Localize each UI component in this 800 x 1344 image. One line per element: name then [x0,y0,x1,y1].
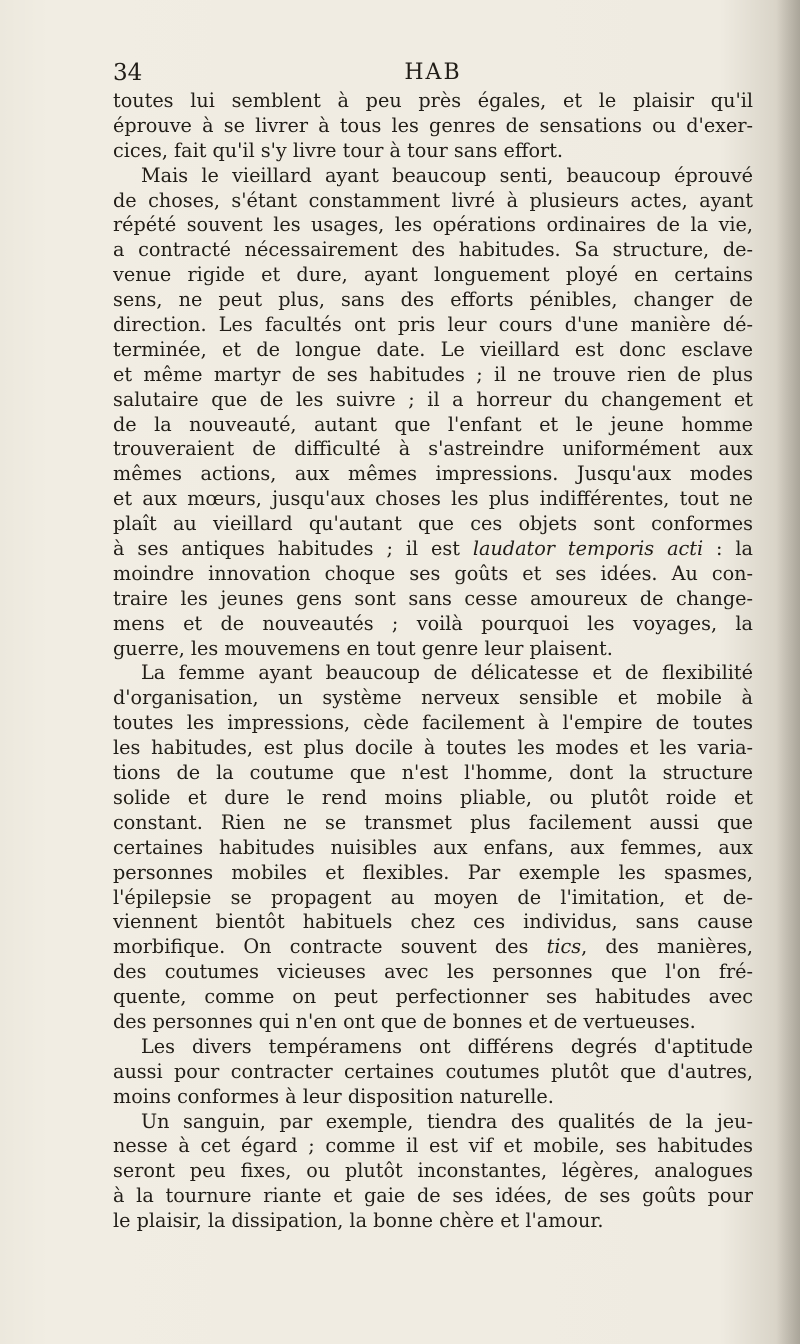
text-line: guerre, les mouvemens en tout genre leur plaisent. [113,636,613,660]
running-head: HAB [404,60,462,85]
text-line: terminée, et de longue date. Le vieillard est donc esclave [113,337,753,361]
text-line: tions de la coutume que n'est l'homme, dont la structure [113,761,753,785]
text-line: traire les jeunes gens sont sans cesse amoureux de change- [113,586,753,610]
text-line: Les divers tempéramens ont différens degrés d'aptitude [141,1034,753,1058]
text-line: Un sanguin, par exemple, tiendra des qualités de la jeu- [141,1109,753,1133]
text-line: venue rigide et dure, ayant longuement ployé en certains [113,263,753,287]
text-line: l'épilepsie se propagent au moyen de l'imitation, et de- [113,885,753,909]
text-line: répété souvent les usages, les opérations ordinaires de la vie, [113,213,753,237]
text-line: Mais le vieillard ayant beaucoup senti, beaucoup éprouvé [141,163,753,187]
text-line: moindre innovation choque ses goûts et ses idées. Au con- [113,561,753,585]
text-line: moins conformes à leur disposition naturelle. [113,1084,554,1108]
text-line: éprouve à se livrer à tous les genres de sensations ou d'exer- [113,113,753,137]
text-line: solide et dure le rend moins pliable, ou plutôt roide et [113,785,753,809]
text-line: des coutumes vicieuses avec les personnes que l'on fré- [113,960,753,984]
text-line: cices, fait qu'il s'y livre tour à tour sans effort. [113,138,564,162]
text-line: trouveraient de difficulté à s'astreindre uniformément aux [113,437,753,461]
text-line: personnes mobiles et flexibles. Par exemple les spasmes, [113,860,753,884]
text-line: nesse à cet égard ; comme il est vif et mobile, ses habitudes [113,1134,753,1158]
text-line: seront peu fixes, ou plutôt inconstantes, légères, analogues [113,1159,753,1183]
text-line: plaît au vieillard qu'autant que ces objets sont conformes [113,512,753,536]
text-line: morbifique. On contracte souvent des tics, des manières, [113,935,753,959]
text-line: direction. Les facultés ont pris leur cours d'une manière dé- [113,313,753,337]
text-line: certaines habitudes nuisibles aux enfans, aux femmes, aux [113,835,753,859]
text-line: sens, ne peut plus, sans des efforts pénibles, changer de [113,288,753,312]
text-line: aussi pour contracter certaines coutumes plutôt que d'autres, [113,1059,753,1083]
text-line: quente, comme on peut perfectionner ses habitudes avec [113,985,753,1009]
page-header [113,58,753,88]
text-line: de choses, s'étant constamment livré à plusieurs actes, ayant [113,188,753,212]
text-line: à la tournure riante et gaie de ses idées, de ses goûts pour [113,1184,753,1208]
text-line: salutaire que de les suivre ; il a horreur du changement et [113,387,753,411]
text-line: mens et de nouveautés ; voilà pourquoi les voyages, la [113,611,753,635]
text-line: toutes les impressions, cède facilement à l'empire de toutes [113,711,753,735]
text-line: de la nouveauté, autant que l'enfant et le jeune homme [113,412,753,436]
text-line: La femme ayant beaucoup de délicatesse et de flexibilité [141,661,753,685]
text-line: et aux mœurs, jusqu'aux choses les plus indifférentes, tout ne [113,487,753,511]
text-line: les habitudes, est plus docile à toutes les modes et les varia- [113,736,753,760]
text-line: à ses antiques habitudes ; il est laudator temporis acti : la [113,537,753,561]
text-line: a contracté nécessairement des habitudes. Sa structure, de- [113,238,753,262]
page-number: 34 [113,60,143,86]
text-line: toutes lui semblent à peu près égales, et le plaisir qu'il [113,89,753,112]
text-line: le plaisir, la dissipation, la bonne chère et l'amour. [113,1209,604,1233]
text-line: viennent bientôt habituels chez ces individus, sans cause [113,910,753,934]
text-line: mêmes actions, aux mêmes impressions. Jusqu'aux modes [113,462,753,486]
text-line: et même martyr de ses habitudes ; il ne trouve rien de plus [113,362,753,386]
text-line: constant. Rien ne se transmet plus facilement aussi que [113,810,753,834]
text-line: des personnes qui n'en ont que de bonnes et de vertueuses. [113,1009,696,1033]
body-text [113,89,753,1234]
text-line: d'organisation, un système nerveux sensible et mobile à [113,686,753,710]
